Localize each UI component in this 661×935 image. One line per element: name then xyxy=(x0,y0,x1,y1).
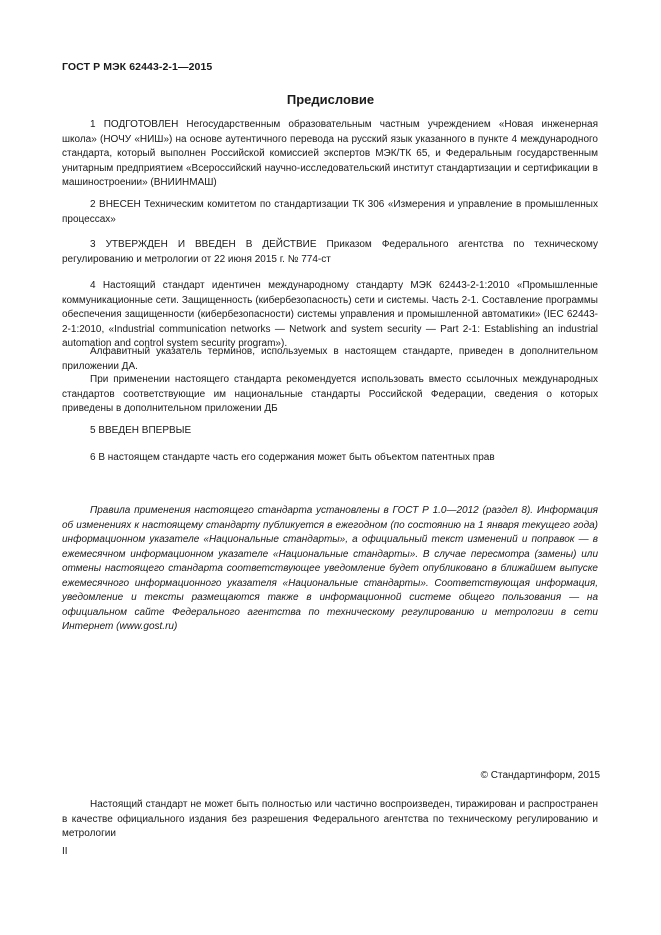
paragraph-application-rules-notice: Правила применения настоящего стандарта установлены в ГОСТ Р 1.0—2012 (раздел 8). Информация об изменениях к настоящему стандарту публикуется в ежегодном (по состоянию на 1 января текущего года) информационном указателе «Национальные стандарты», а официальный текст изменений и поправок — в ежемесячном информационном указателе «Национальные стандарты». В случае пересмотра (замены) или отмены настоящего стандарта соответствующее уведомление будет опубликовано в ближайшем выпуске ежемесячного информационного указателя «Национальные стандарты». Соответствующая информация, уведомление и тексты размещаются также в информационной системе общего пользования — на официальном сайте Федерального агентства по техническому регулированию и метрологии в сети Интернет (www.gost.ru) xyxy=(62,505,598,632)
copyright-notice: © Стандартинформ, 2015 xyxy=(480,770,600,781)
paragraph-references: При применении настоящего стандарта рекомендуется использовать вместо ссылочных международных стандартов соответствующие им национальные стандарты Российской Федерации, сведения о которых приведены в дополнительном приложении ДБ xyxy=(62,374,598,414)
paragraph-terms-index: Алфавитный указатель терминов, используемых в настоящем стандарте, приведен в дополнительном приложении ДА. xyxy=(62,346,598,372)
document-code-header: ГОСТ Р МЭК 62443-2-1—2015 xyxy=(62,61,213,73)
paragraph-first-introduced: 5 ВВЕДЕН ВПЕРВЫЕ xyxy=(90,425,192,436)
paragraph-identical-standard: 4 Настоящий стандарт идентичен международному стандарту МЭК 62443-2-1:2010 «Промышленные коммуникационные сети. Защищенность (кибербезопасность) сети и системы. Часть 2-1. Составление программы обеспечения защищенности (кибербезопасности) системы управления и промышленной автоматики» (IEC 62443-2-1:2010, «Industrial communication networks — Network and system security — Part 2-1: Establishing an industrial automation and control system security program»). xyxy=(62,280,598,349)
paragraph-prepared-by: 1 ПОДГОТОВЛЕН Негосударственным образовательным частным учреждением «Новая инженерная школа» (НОЧУ «НИШ») на основе аутентичного перевода на русский язык указанного в пункте 4 международного стандарта, который выполнен Российской комиссией экспертов МЭК/ТК 65, и Федеральным государственным унитарным предприятием «Всероссийский научно-исследовательский институт стандартизации и сертификации в машиностроении» (ВНИИНМАШ) xyxy=(62,119,598,188)
paragraph-approved: 3 УТВЕРЖДЕН И ВВЕДЕН В ДЕЙСТВИЕ Приказом Федерального агентства по техническому регулированию и метрологии от 22 июня 2015 г. № 774-ст xyxy=(62,239,598,265)
paragraph-submitted-by: 2 ВНЕСЕН Техническим комитетом по стандартизации ТК 306 «Измерения и управление в промышленных процессах» xyxy=(62,199,598,225)
paragraph-patent-rights: 6 В настоящем стандарте часть его содержания может быть объектом патентных прав xyxy=(90,452,495,463)
page-number: II xyxy=(62,846,68,857)
page-title: Предисловие xyxy=(286,92,375,107)
paragraph-reproduction-restriction: Настоящий стандарт не может быть полностью или частично воспроизведен, тиражирован и распространен в качестве официального издания без разрешения Федерального агентства по техническому регулированию и метрологии xyxy=(62,799,598,839)
